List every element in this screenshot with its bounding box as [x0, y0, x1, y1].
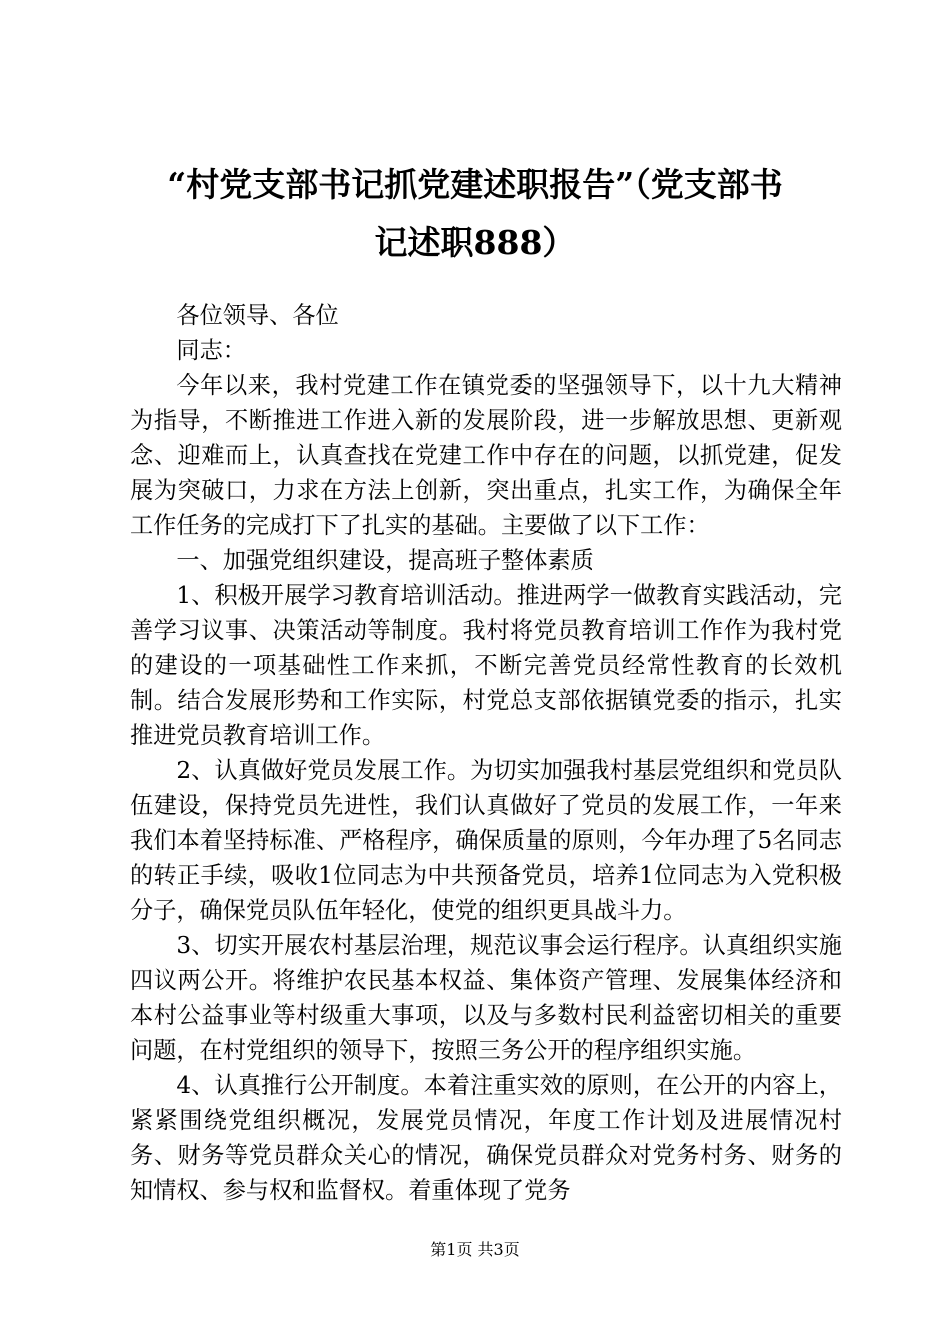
intro-paragraph: 今年以来，我村党建工作在镇党委的坚强领导下，以十九大精神为指导，不断推进工作进入新的发展阶段，进一步解放思想、更新观念、迎难而上，认真查找在党建工作中存在的问题，以抓党建，促发展为突破口，力求在方法上创新，突出重点，扎实工作，为确保全年工作任务的完成打下了扎实的基础。主要做了以下工作： [130, 372, 842, 539]
paragraph-item-1: 1、积极开展学习教育培训活动。推进两学一做教育实践活动，完善学习议事、决策活动等制度。我村将党员教育培训工作作为我村党的建设的一项基础性工作来抓，不断完善党员经常性教育的长效机制。结合发展形势和工作实际，村党总支部依据镇党委的指示，扎实推进党员教育培训工作。 [130, 582, 842, 749]
document-title-line-2: 记述职888） [374, 223, 576, 262]
paragraph-item-2: 2、认真做好党员发展工作。为切实加强我村基层党组织和党员队伍建设，保持党员先进性，我们认真做好了党员的发展工作，一年来我们本着坚持标准、严格程序，确保质量的原则，今年办理了5名同志的转正手续，吸收1位同志为中共预备党员，培养1位同志为入党积极分子，确保党员队伍年轻化，使党的组织更具战斗力。 [130, 757, 842, 924]
page-footer: 第1页 共3页 [430, 1240, 520, 1259]
salutation-line-1: 各位领导、各位 [176, 302, 339, 329]
salutation-line-2: 同志： [176, 337, 246, 364]
paragraph-item-4: 4、认真推行公开制度。本着注重实效的原则，在公开的内容上，紧紧围绕党组织概况，发展党员情况，年度工作计划及进展情况村务、财务等党员群众关心的情况，确保党员群众对党务村务、财务的知情权、参与权和监督权。着重体现了党务 [130, 1072, 842, 1204]
paragraph-item-3: 3、切实开展农村基层治理，规范议事会运行程序。认真组织实施四议两公开。将维护农民基本权益、集体资产管理、发展集体经济和本村公益事业等村级重大事项，以及与多数村民利益密切相关的重要问题，在村党组织的领导下，按照三务公开的程序组织实施。 [130, 932, 842, 1064]
document-title-line-1: “村党支部书记抓党建述职报告”（党支部书 [167, 165, 783, 204]
section-heading-1: 一、加强党组织建设，提高班子整体素质 [176, 547, 594, 574]
document-body [130, 298, 842, 1208]
